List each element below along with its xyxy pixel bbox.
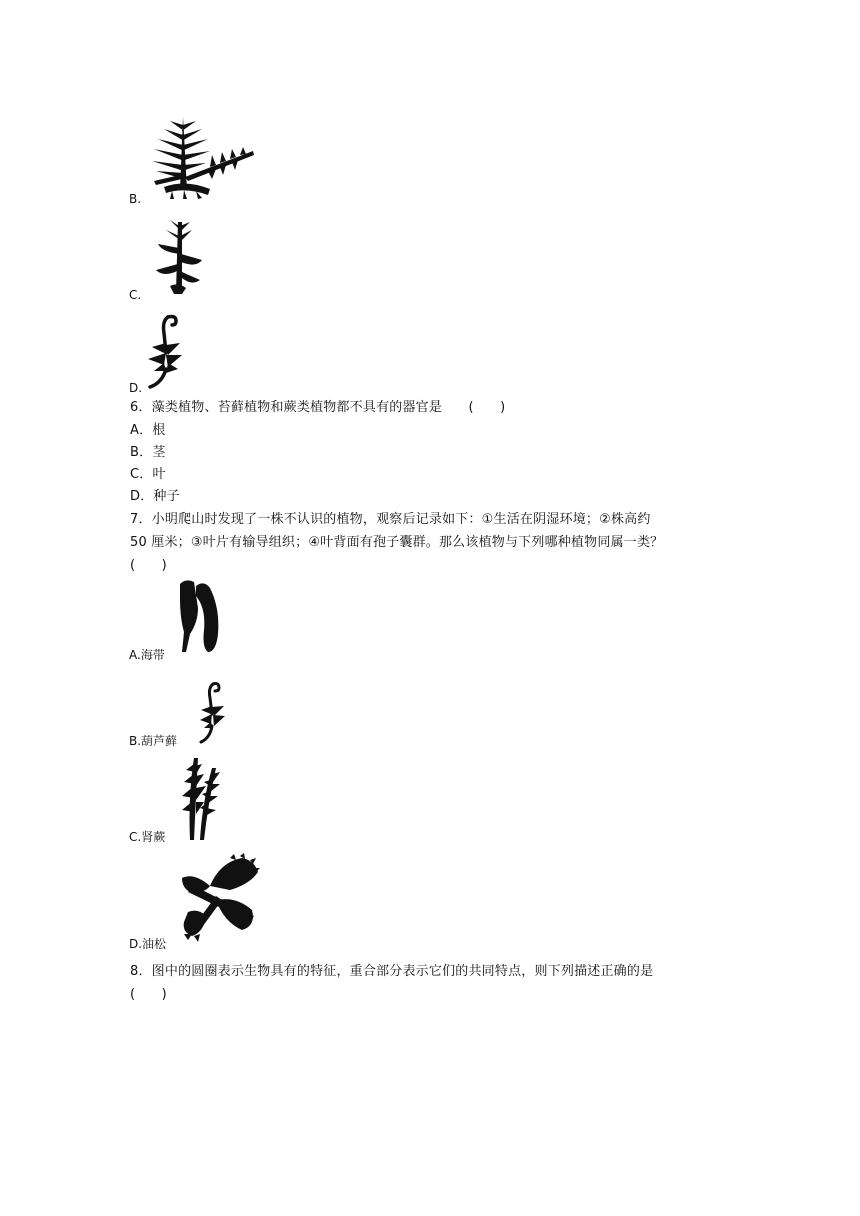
liverwort-icon: [146, 313, 184, 391]
option-a-image: [176, 578, 224, 654]
question-7-text-line1: 7．小明爬山时发现了一株不认识的植物，观察后记录如下：①生活在阴湿环境；②株高约: [130, 512, 651, 527]
moss-sprout-icon: [152, 220, 208, 294]
option-label: B.葫芦藓: [129, 734, 178, 748]
option-b-image: [197, 680, 227, 744]
option-c-image: [152, 220, 208, 294]
question-6-option-c: C．叶: [130, 467, 166, 482]
option-label: D.: [129, 381, 143, 395]
question-7-text-line3: ( ): [130, 558, 167, 573]
option-label: D.油松: [129, 937, 167, 951]
question-8-text-line2: ( ): [130, 987, 167, 1002]
option-label: B.: [129, 192, 142, 206]
question-6-option-d: D．种子: [130, 489, 180, 504]
option-b-image: [150, 115, 256, 199]
question-6-option-a: A．根: [130, 423, 166, 438]
option-d-image: [180, 856, 260, 942]
pine-branch-icon: [180, 856, 260, 942]
funaria-moss-icon: [197, 680, 227, 744]
option-label: C.肾蕨: [129, 830, 166, 844]
question-6-text: 6．藻类植物、苔藓植物和蕨类植物都不具有的器官是 ( ): [130, 400, 506, 415]
fern-icon: [150, 115, 256, 199]
question-8-text-line1: 8．图中的圆圈表示生物具有的特征，重合部分表示它们的共同特点，则下列描述正确的是: [130, 964, 654, 979]
option-c-image: [180, 756, 222, 840]
question-7-text-line2: 50 厘米；③叶片有输导组织；④叶背面有孢子囊群。那么该植物与下列哪种植物同属一类？: [130, 535, 664, 550]
option-d-image: [146, 313, 184, 391]
option-label: A.海带: [129, 648, 165, 662]
question-6-option-b: B．茎: [130, 445, 166, 460]
kelp-icon: [176, 578, 224, 654]
option-label: C.: [129, 288, 142, 302]
nephrolepis-fern-icon: [180, 756, 222, 840]
